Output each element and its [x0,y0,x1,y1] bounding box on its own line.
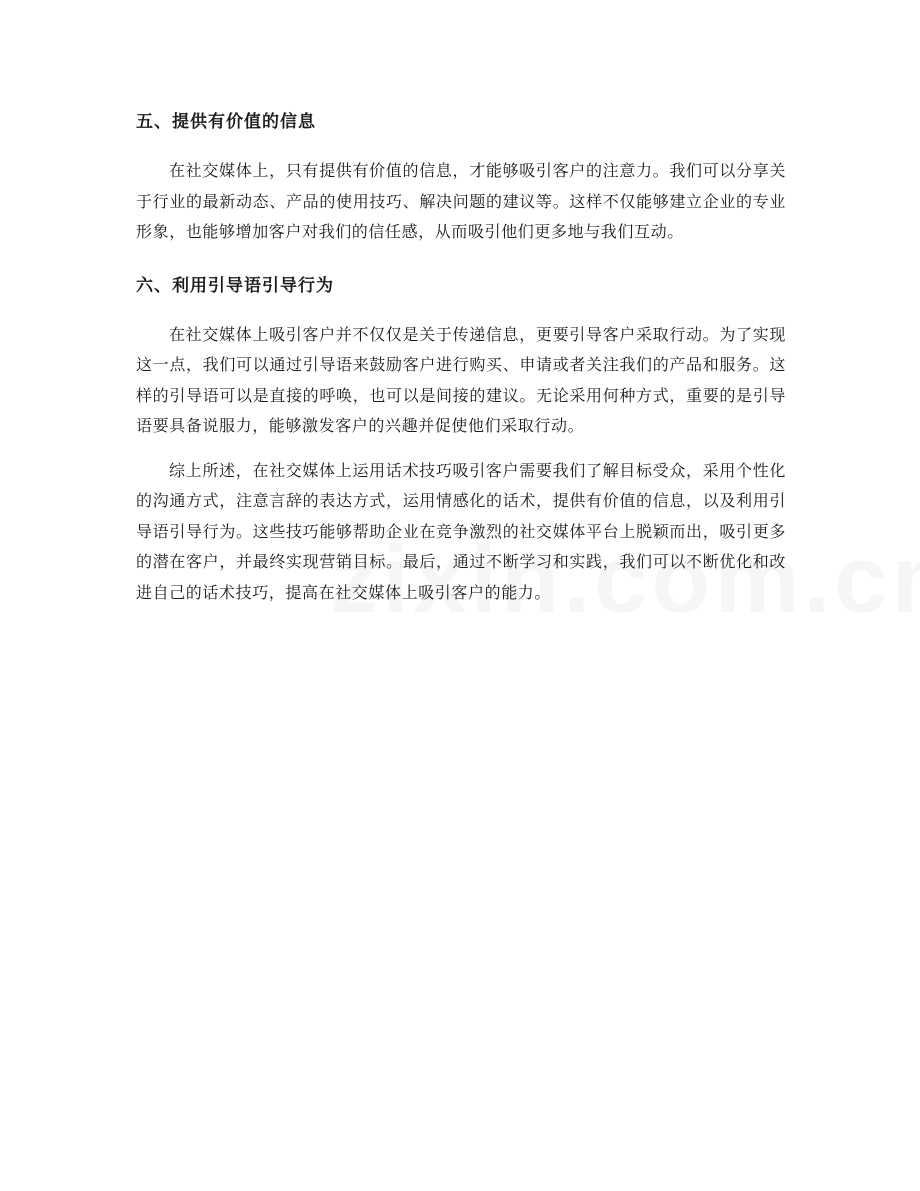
section-6-paragraph: 在社交媒体上吸引客户并不仅仅是关于传递信息，更要引导客户采取行动。为了实现这一点，我们可以通过引导语来鼓励客户进行购买、申请或者关注我们的产品和服务。这样的引导语可以是直接的呼唤，也可以是间接的建议。无论采用何种方式，重要的是引导语要具备说服力，能够激发客户的兴趣并促使他们采取行动。 [136,324,786,435]
conclusion-paragraph: 综上所述，在社交媒体上运用话术技巧吸引客户需要我们了解目标受众，采用个性化的沟通方式，注意言辞的表达方式，运用情感化的话术，提供有价值的信息，以及利用引导语引导行为。这些技巧能够帮助企业在竞争激烈的社交媒体平台上脱颖而出，吸引更多的潜在客户，并最终实现营销目标。最后，通过不断学习和实践，我们可以不断优化和改进自己的话术技巧，提高在社交媒体上吸引客户的能力。 [136,460,786,602]
section-5-paragraph: 在社交媒体上，只有提供有价值的信息，才能够吸引客户的注意力。我们可以分享关于行业的最新动态、产品的使用技巧、解决问题的建议等。这样不仅能够建立企业的专业形象，也能够增加客户对我们的信任感，从而吸引他们更多地与我们互动。 [136,161,786,241]
document-body [136,106,786,608]
section-6-heading: 六、利用引导语引导行为 [136,275,334,296]
section-5-heading: 五、提供有价值的信息 [136,112,316,132]
